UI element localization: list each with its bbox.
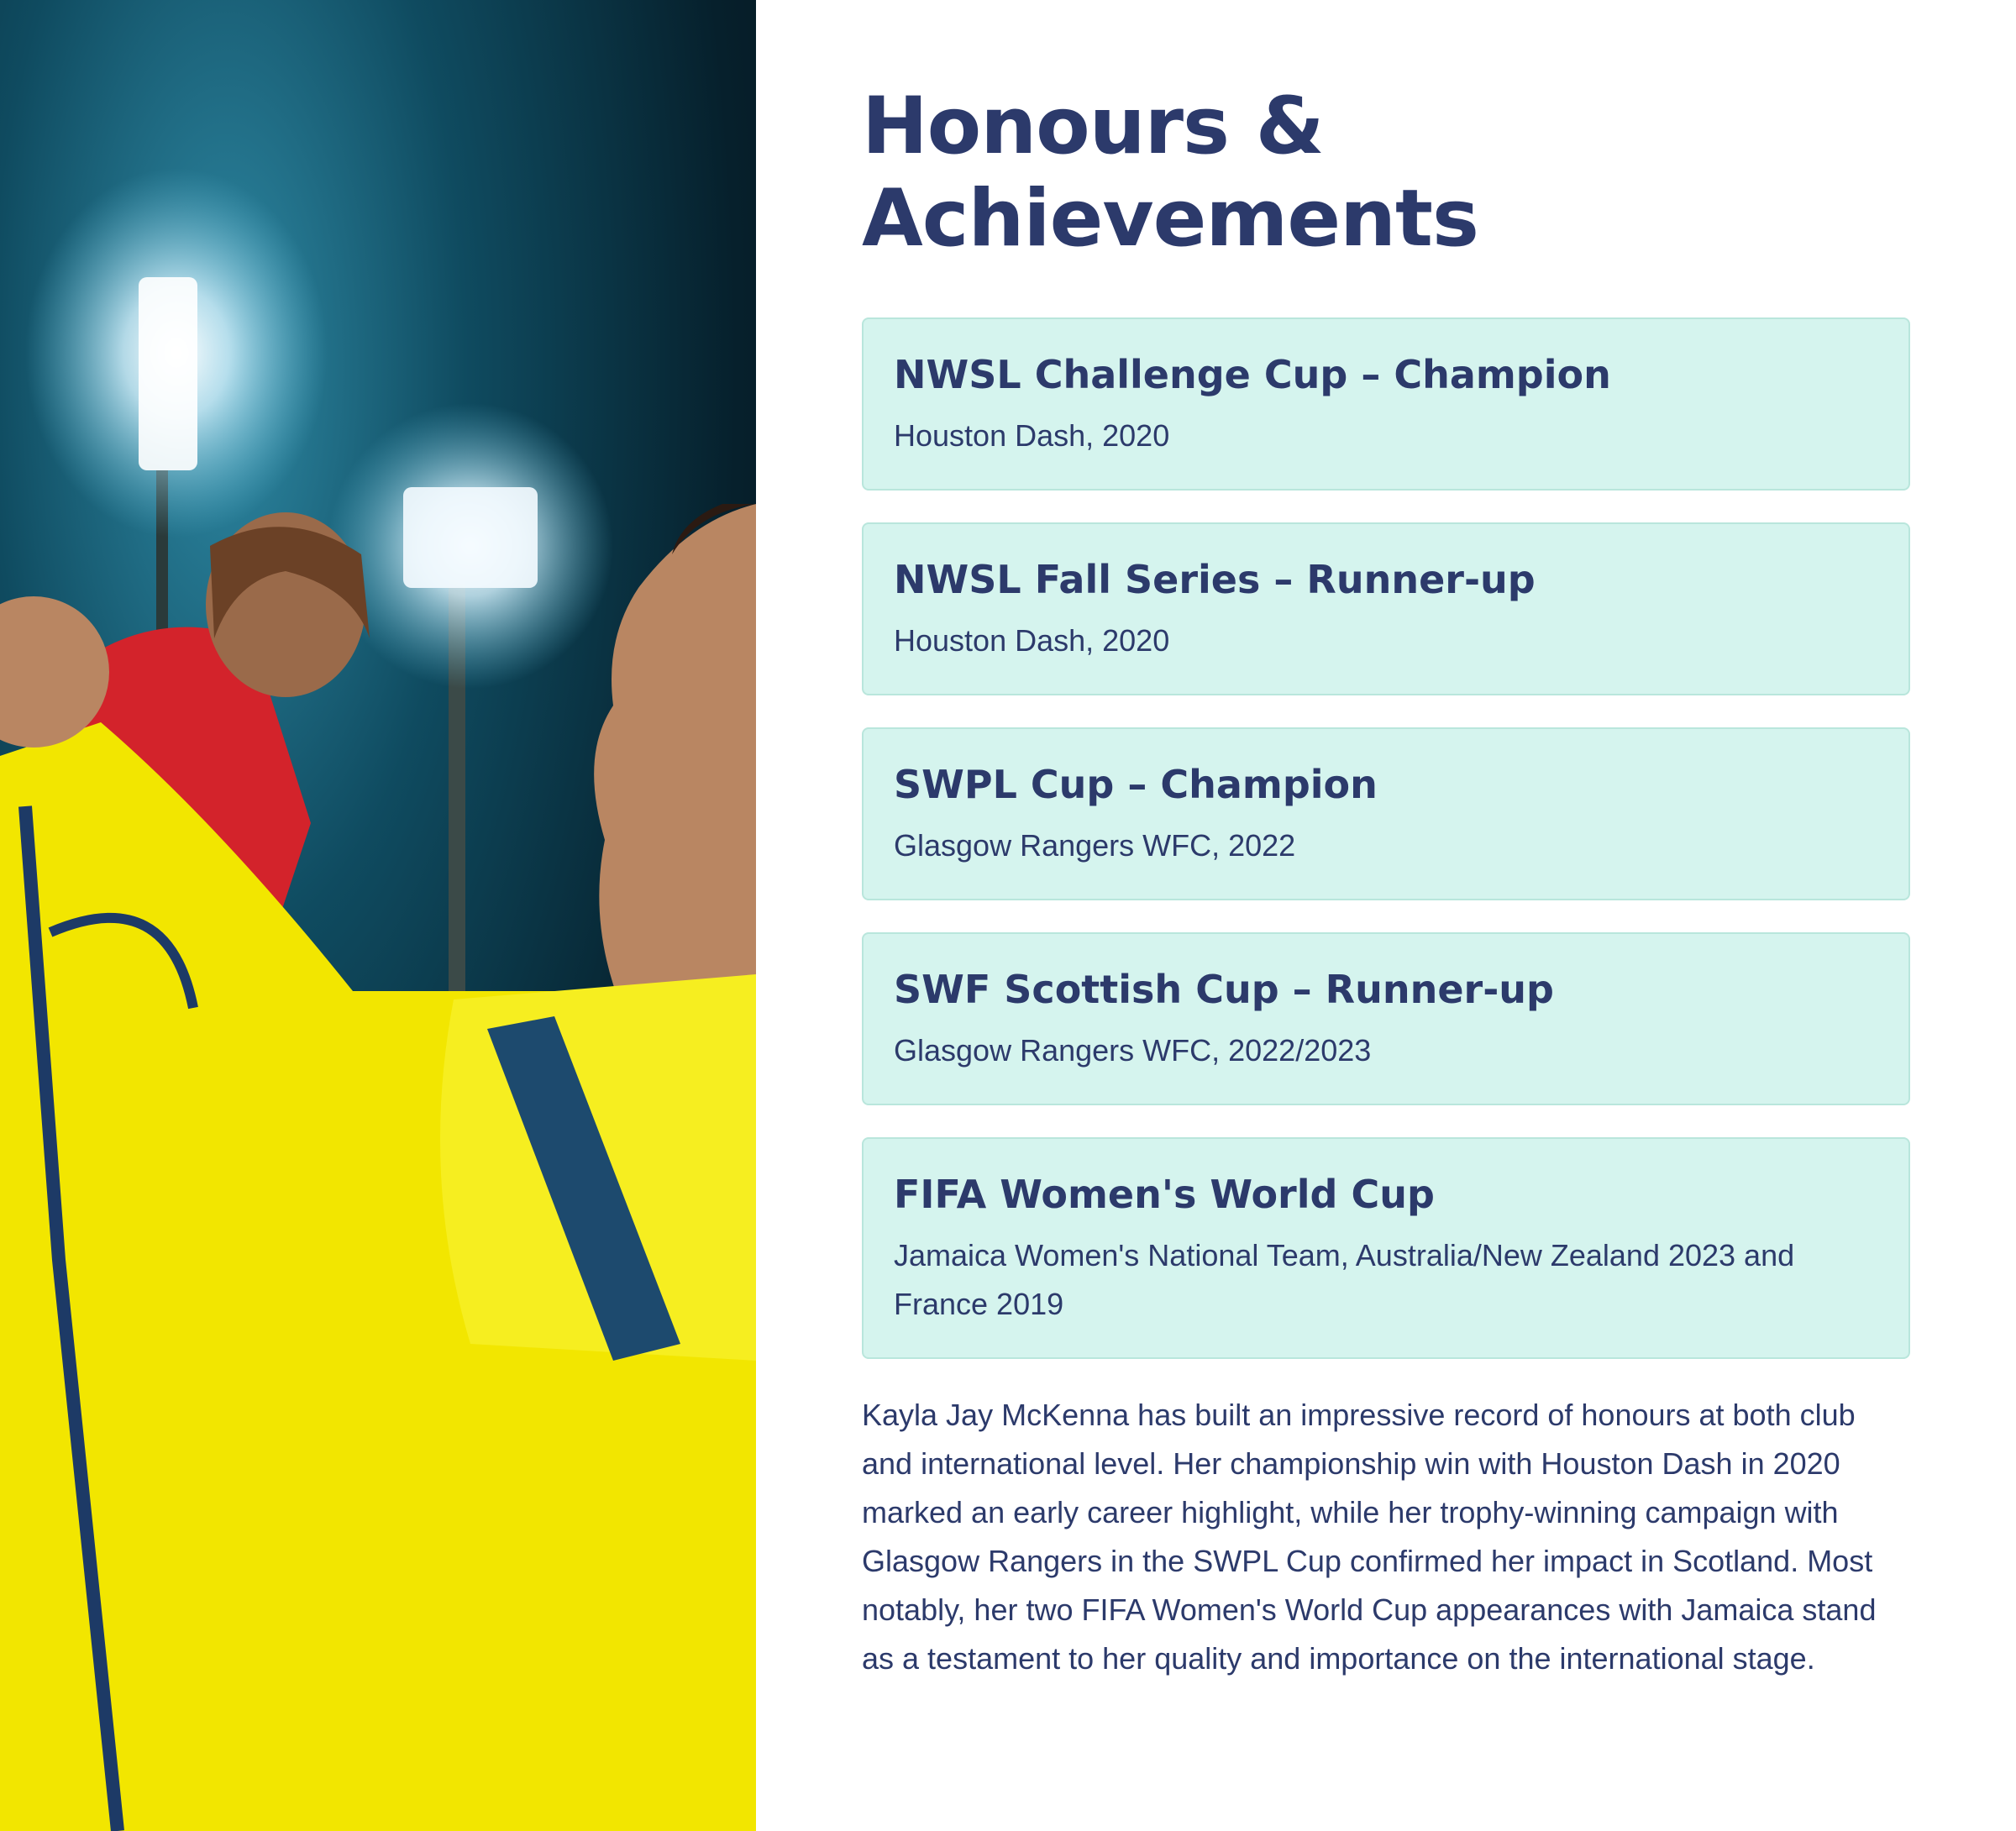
section-title-line1: Honours & [862, 81, 1324, 172]
honour-detail: Glasgow Rangers WFC, 2022 [894, 828, 1296, 863]
bio-paragraph: Kayla Jay McKenna has built an impressive record of honours at both club and international level. Her championship win with Houston Dash in 2020 marked an early career highlight, while her trophy-winning campaign with Glasgow Rangers in the SWPL Cup confirmed her impact in Scotland. Most notably, her two FIFA Women's World Cup appearances with Jamaica stand as a testament to her quality and importance on the international stage. [862, 1398, 1877, 1676]
honour-title: NWSL Fall Series – Runner-up [894, 557, 1536, 602]
honour-title: SWF Scottish Cup – Runner-up [894, 967, 1554, 1012]
honour-detail: Glasgow Rangers WFC, 2022/2023 [894, 1033, 1372, 1068]
player-celebration-photo [0, 0, 756, 1831]
honour-detail: Houston Dash, 2020 [894, 623, 1170, 658]
honours-section [862, 81, 1910, 1683]
honour-card [862, 317, 1910, 491]
honours-list [862, 317, 1910, 1359]
honour-detail: Jamaica Women's National Team, Australia/New Zealand 2023 and France 2019 [894, 1238, 1795, 1321]
section-title-line2: Achievements [862, 173, 1478, 265]
honour-detail: Houston Dash, 2020 [894, 418, 1170, 453]
honour-card [862, 932, 1910, 1105]
section-title [862, 81, 1910, 265]
honour-title: SWPL Cup – Champion [894, 762, 1378, 807]
honour-card [862, 522, 1910, 695]
honour-card [862, 1137, 1910, 1359]
honour-title: NWSL Challenge Cup – Champion [894, 352, 1611, 397]
honour-title: FIFA Women's World Cup [894, 1172, 1435, 1217]
honour-card [862, 727, 1910, 900]
